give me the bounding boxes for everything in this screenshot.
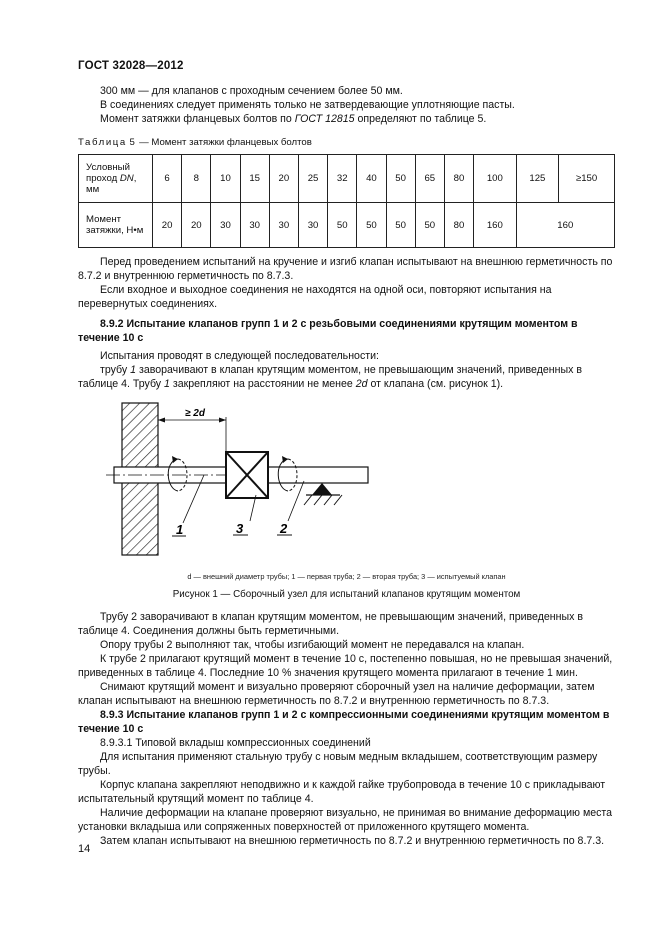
table-cell: 50: [386, 155, 415, 203]
table-cell: 125: [516, 155, 559, 203]
figure-legend: d — внешний диаметр трубы; 1 — первая труба; 2 — вторая труба; 3 — испытуемый клапан: [187, 572, 506, 581]
table-cell: 30: [269, 203, 298, 248]
table-cell: 8: [182, 155, 211, 203]
torque-table: [78, 154, 615, 248]
table-cell: 50: [357, 203, 386, 248]
page-number: 14: [78, 843, 91, 855]
table-cell: 50: [328, 203, 357, 248]
table-row-torque: [79, 203, 615, 248]
table-row-nominal-bore: [79, 155, 615, 203]
valve-body: [226, 452, 268, 498]
para-after-fig-3: К трубе 2 прилагают крутящий момент в течение 10 с, постепенно повышая, но не превышая значений, приведенных в таблице 4. Последние 10 % значения крутящего момента прилагают в течение 1 мин.: [78, 653, 613, 679]
table-cell: ≥150: [559, 155, 615, 203]
label-valve-3: 3: [236, 521, 244, 536]
table-cell: 40: [357, 155, 386, 203]
row-header-torque: Момент затяжки, Н•м: [79, 203, 153, 248]
dimension-label: ≥ 2d: [185, 408, 205, 419]
table-cell: 100: [474, 155, 517, 203]
section-title-893: 8.9.3 Испытание клапанов групп 1 и 2 с компрессионными соединениями крутящим моментом в течение 10 с: [78, 709, 610, 735]
para-892-1: Испытания проводят в следующей последовательности:: [100, 350, 379, 362]
table-cell: 20: [182, 203, 211, 248]
table-cell: 160: [516, 203, 614, 248]
table-cell: 30: [298, 203, 327, 248]
table-cell: 80: [444, 155, 473, 203]
figure-caption: Рисунок 1 — Сборочный узел для испытаний клапанов крутящим моментом: [172, 589, 521, 600]
table-cell: 10: [211, 155, 240, 203]
para-893-3: Наличие деформации на клапане проверяют визуально, не принимая во внимание деформацию места установки вкладыша или сопряженных поверхностей от приложенного крутящего момента.: [78, 807, 613, 833]
table-cell: 15: [240, 155, 269, 203]
table-cell: 32: [328, 155, 357, 203]
gost-reference: ГОСТ 12815: [294, 113, 355, 125]
label-pipe-1: 1: [176, 522, 184, 537]
section-title-892: 8.9.2 Испытание клапанов групп 1 и 2 с резьбовыми соединениями крутящим моментом в течение 10 с: [78, 318, 578, 344]
para-893-2: Корпус клапана закрепляют неподвижно и к каждой гайке трубопровода в течение 10 с прикладывают испытательный крутящий момент по таблице 4.: [78, 779, 606, 805]
table-cell: 6: [153, 155, 182, 203]
table-cell: 20: [269, 155, 298, 203]
para-pretest-1: Перед проведением испытаний на кручение и изгиб клапан испытывают на внешнюю герметичность по 8.7.2 и внутреннюю герметичность по 8.7.3.: [78, 256, 613, 282]
para-after-fig-4: Снимают крутящий момент и визуально проверяют сборочный узел на наличие деформации, затем клапан испытывают на внешнюю герметичность по 8.7.2 и внутреннюю герметичность по 8.7.3.: [78, 681, 595, 707]
intro-line-3: Момент затяжки фланцевых болтов по ГОСТ 12815 определяют по таблице 5.: [100, 113, 487, 125]
intro-line-1: 300 мм — для клапанов с проходным сечением более 50 мм.: [100, 85, 403, 97]
table-cell: 30: [211, 203, 240, 248]
assembly-figure: [78, 395, 615, 570]
pipe-support: [304, 483, 342, 505]
table-cell: 25: [298, 155, 327, 203]
distance-dimension: [158, 403, 226, 452]
page-header: ГОСТ 32028—2012: [78, 60, 184, 72]
table-cell: 30: [240, 203, 269, 248]
table-cell: 50: [415, 203, 444, 248]
para-893-1: Для испытания применяют стальную трубу с новым медным вкладышем, соответствующим размеру трубы.: [78, 751, 598, 777]
para-after-fig-1: Трубу 2 заворачивают в клапан крутящим моментом, не превышающим значений, приведенных в таблице 4. Соединения должны быть герметичными.: [78, 611, 583, 637]
para-893-4: Затем клапан испытывают на внешнюю герметичность по 8.7.2 и внутреннюю герметичность по 8.7.3.: [100, 835, 605, 847]
para-after-fig-2: Опору трубы 2 выполняют так, чтобы изгибающий момент не передавался на клапан.: [100, 639, 525, 651]
table-cell: 20: [153, 203, 182, 248]
row-header-nominal-bore: Условный проход DN, мм: [79, 155, 153, 203]
para-pretest-2: Если входное и выходное соединения не находятся на одной оси, повторяют испытания на перевернутых соединениях.: [78, 284, 552, 310]
pipe-2: [268, 467, 368, 483]
table-cell: 160: [474, 203, 517, 248]
subsection-title-8931: 8.9.3.1 Типовой вкладыш компрессионных соединений: [100, 737, 371, 749]
table-caption: Таблица 5 — Момент затяжки фланцевых болтов: [78, 137, 312, 148]
label-pipe-2: 2: [280, 521, 288, 536]
table-cell: 50: [386, 203, 415, 248]
table-cell: 65: [415, 155, 444, 203]
intro-line-2: В соединениях следует применять только не затвердевающие уплотняющие пасты.: [100, 99, 515, 111]
para-892-2: трубу 1 заворачивают в клапан крутящим моментом, не превышающим значений, приведенных в таблице 4. Трубу 1 закрепляют на расстоянии не менее 2d от клапана (см. рисунок 1).: [78, 364, 582, 390]
table-cell: 80: [444, 203, 473, 248]
